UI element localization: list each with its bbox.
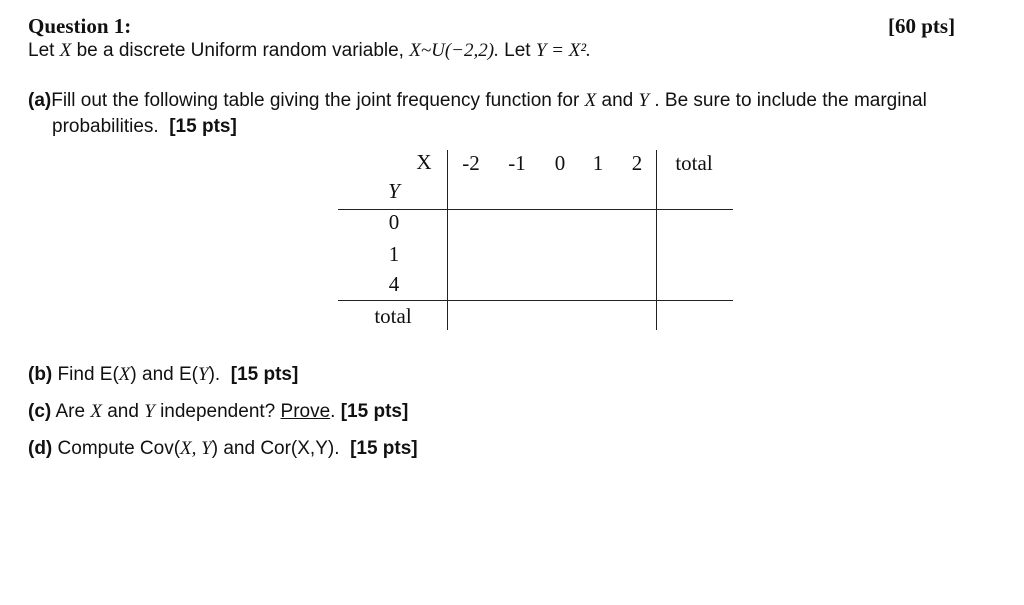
part-b-text2: ) and E(: [130, 364, 198, 385]
part-d-label: (d): [28, 438, 53, 459]
table-total-row-label: total: [374, 304, 412, 328]
part-c-label: (c): [28, 401, 52, 422]
table-corner-x: X: [416, 150, 432, 174]
part-c-prove: Prove: [280, 401, 331, 422]
part-b-y: Y: [198, 364, 209, 385]
intro-mid: be a discrete Uniform random variable,: [76, 40, 404, 61]
part-b: [28, 364, 298, 386]
part-b-label: (b): [28, 364, 53, 385]
intro-y-definition: Y = X².: [535, 40, 591, 61]
part-d: [28, 438, 418, 460]
part-a-y: Y: [638, 90, 650, 111]
part-c-x: X: [90, 401, 102, 422]
part-b-points: [15 pts]: [230, 364, 299, 385]
part-a-x: X: [584, 90, 597, 111]
table-vline-right: [656, 150, 657, 330]
part-a-line2-text: probabilities.: [52, 116, 159, 137]
table-y-row-label: 1: [388, 242, 400, 266]
table-total-column-header: total: [675, 151, 713, 175]
part-c-y: Y: [144, 401, 155, 422]
intro-lead: Let: [28, 40, 55, 61]
part-c-text2: independent?: [160, 401, 276, 422]
table-x-header: 0: [554, 151, 566, 175]
part-a-text1: Fill out the following table giving the joint frequency function for: [51, 90, 580, 111]
table-y-row-label: 4: [388, 272, 400, 296]
part-b-text3: ).: [208, 364, 221, 385]
part-a-line1: [28, 90, 927, 112]
part-d-xy: X, Y: [180, 438, 212, 459]
part-d-text1: Compute Cov(: [57, 438, 181, 459]
table-x-header: 1: [592, 151, 604, 175]
part-a-label: (a): [28, 90, 52, 111]
question-intro: [28, 40, 591, 62]
part-a-points: [15 pts]: [169, 116, 237, 137]
intro-x: X: [59, 40, 72, 61]
part-b-text1: Find E(: [57, 364, 119, 385]
part-c: [28, 401, 408, 423]
table-y-row-label: 0: [388, 210, 400, 234]
table-vline-left: [447, 150, 448, 330]
table-corner-y: Y: [388, 179, 400, 203]
table-x-header: 2: [631, 151, 643, 175]
table-hline-bottom: [338, 300, 733, 301]
part-d-points: [15 pts]: [350, 438, 418, 459]
intro-distribution: X~U(−2,2).: [409, 40, 499, 61]
part-a-and: and: [601, 90, 634, 111]
table-x-header: -1: [508, 151, 526, 175]
part-d-text2: ) and Cor(X,Y).: [211, 438, 340, 459]
part-c-text1: Are: [55, 401, 86, 422]
part-a-line2: [52, 116, 237, 138]
part-c-period: .: [330, 401, 336, 422]
table-x-header: -2: [462, 151, 480, 175]
part-a-text2: . Be sure to include the marginal: [654, 90, 927, 111]
part-c-and: and: [107, 401, 139, 422]
part-b-x: X: [118, 364, 131, 385]
question-title: Question 1:: [28, 14, 132, 38]
question-points: [60 pts]: [888, 14, 956, 38]
part-c-points: [15 pts]: [340, 401, 409, 422]
intro-let: Let: [504, 40, 531, 61]
